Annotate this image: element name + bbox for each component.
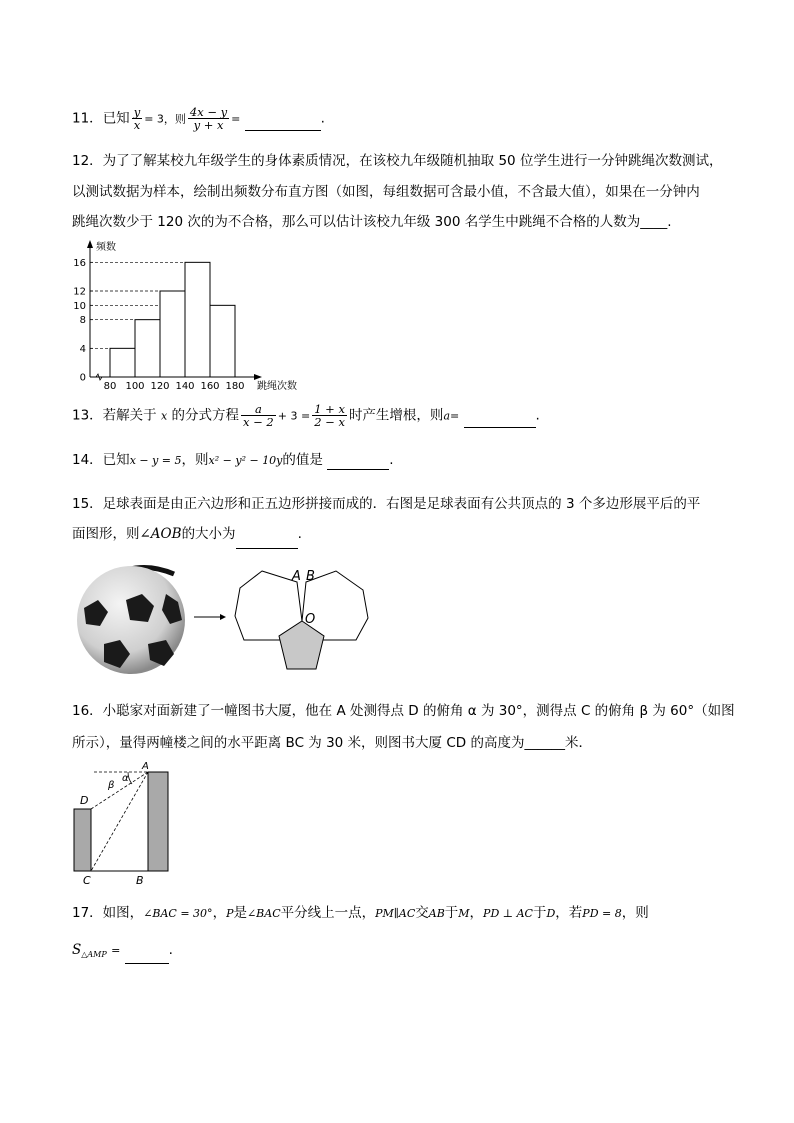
building-ab (148, 772, 168, 871)
q11-text: = 3，则 (144, 112, 186, 126)
fraction-num: y (133, 105, 141, 119)
y-axis-label: 频数 (96, 242, 116, 253)
q17-expr: D (546, 907, 556, 920)
x-tick-label: 180 (225, 381, 245, 392)
label-beta: β (108, 780, 115, 791)
answer-blank[interactable] (125, 949, 169, 964)
q15-text: 面图形，则 (72, 526, 140, 542)
y-axis-arrow (87, 240, 93, 248)
q11-text: . (320, 110, 325, 127)
q17-text: ， (469, 905, 484, 921)
q14-text: 14．已知 (72, 452, 130, 468)
q17-expr: PD = 8 (582, 907, 622, 920)
arrow-icon (220, 614, 226, 620)
q15-text: 的大小为 (181, 526, 236, 542)
fraction (241, 403, 276, 428)
q16-line: 所示），量得两幢楼之间的水平距离 BC 为 30 米，则图书大厦 CD 的高度为______米． (72, 735, 592, 751)
label-b: B (306, 569, 315, 584)
q17-text: ， (212, 905, 227, 921)
q17-text: 于 (532, 905, 547, 921)
q17-area-subscript: △AMP (81, 950, 107, 959)
histogram-bar (210, 305, 235, 377)
q17-text: = (111, 944, 121, 957)
y-tick-label: 12 (73, 286, 86, 298)
q15-line: 15．足球表面是由正六边形和正五边形拼接而成的．右图是足球表面有公共顶点的 3 个多边形展平后的平 (72, 496, 701, 512)
question-12 (72, 146, 722, 238)
y-tick-label: 4 (79, 343, 86, 355)
q17-text: 是 (233, 905, 247, 921)
fraction-den: 2 − x (314, 415, 345, 429)
q17-text: 17．如图， (72, 905, 144, 921)
x-tick-label: 140 (175, 381, 195, 392)
q15-text: . (297, 526, 302, 542)
building-cd (74, 809, 91, 871)
q13-text: . (535, 407, 540, 424)
q14-text: 的值是 (282, 452, 323, 468)
label-c: C (83, 874, 91, 885)
fraction-num: 4x − y (189, 105, 228, 119)
q17-text: ，若 (555, 905, 583, 921)
q17-text: 于 (444, 905, 459, 921)
q15-line (72, 519, 700, 549)
q11-text: = (231, 112, 241, 126)
q17-area-symbol: S (72, 942, 82, 958)
answer-blank[interactable] (245, 116, 321, 131)
q17-expr: PM∥AC (375, 907, 416, 920)
soccer-figure (74, 560, 374, 685)
answer-blank[interactable] (464, 413, 536, 428)
question-11 (72, 106, 325, 131)
building-figure (72, 760, 182, 885)
question-16 (72, 695, 735, 759)
q17-expr: M (458, 907, 470, 920)
q13-text: 时产生增根，则 (348, 407, 444, 424)
fraction-den: x − 2 (243, 415, 274, 429)
q12-line: 跳绳次数少于 120 次的为不合格，那么可以估计该校九年级 300 名学生中跳绳不合格的人数为____. (72, 214, 672, 230)
q14-text: ，则 (181, 452, 209, 468)
x-tick-label: 100 (125, 381, 145, 392)
q17-expr: AB (428, 907, 445, 920)
q17-expr: PD ⊥ AC (483, 907, 533, 920)
fraction (132, 106, 143, 131)
q17-expr: P (226, 907, 234, 920)
fraction-num: 1 + x (314, 402, 345, 416)
x-tick-label: 160 (200, 381, 220, 392)
label-o: O (305, 612, 316, 627)
q16-line: 16．小聪家对面新建了一幢图书大厦，他在 A 处测得点 D 的俯角 α 为 30°，测得点 C 的俯角 β 为 60°（如图 (72, 703, 735, 719)
angle-arc (128, 772, 132, 784)
q14-text: . (389, 452, 394, 468)
y-tick-label: 8 (79, 315, 86, 327)
x-axis-label: 跳绳次数 (257, 381, 297, 392)
q11-text: 11． (72, 110, 103, 127)
line-ac (91, 772, 148, 871)
question-17-answer (72, 941, 173, 964)
q13-text: 13．若解关于 (72, 407, 157, 424)
q17-text: 平分线上一点， (280, 905, 376, 921)
fraction (312, 403, 347, 428)
fraction-den: x (133, 118, 141, 132)
q12-line: 以测试数据为样本，绘制出频数分布直方图（如图，每组数据可含最小值，不含最大值），如果在一分钟内 (72, 183, 700, 200)
q13-var: a (443, 409, 450, 423)
x-tick-label: 80 (103, 381, 117, 392)
histogram-bar (135, 320, 160, 377)
histogram-bars (110, 262, 235, 377)
q14-expr: x² − y² − 10y (208, 454, 283, 467)
q13-text: + 3 = (277, 409, 311, 423)
y-tick-label: 0 (79, 372, 86, 384)
q14-expr: x − y = 5 (129, 454, 182, 467)
label-a: A (292, 569, 301, 584)
label-d: D (80, 794, 89, 807)
x-axis-arrow (254, 374, 262, 380)
line-ad (91, 772, 148, 809)
q13-var: x (160, 409, 168, 423)
question-17 (72, 904, 649, 923)
q11-text: 已知 (102, 110, 130, 127)
histogram-bar (185, 262, 210, 377)
q17-text: . (168, 942, 173, 958)
histogram-bar (110, 348, 135, 377)
question-14 (72, 451, 394, 470)
q17-text: 交 (415, 905, 429, 921)
y-tick-label: 10 (73, 300, 86, 312)
histogram-chart (72, 236, 332, 396)
fraction (188, 106, 229, 131)
answer-blank[interactable] (236, 534, 298, 549)
y-tick-label: 16 (73, 257, 86, 269)
fraction-den: y + x (193, 118, 224, 132)
label-alpha: α (122, 773, 129, 784)
q17-expr: ∠BAC (246, 907, 281, 920)
answer-blank[interactable] (327, 455, 389, 470)
label-a: A (142, 761, 149, 772)
q13-text: = (450, 409, 460, 423)
question-13 (72, 403, 540, 428)
question-15 (72, 489, 700, 549)
histogram-bar (160, 291, 185, 377)
q12-line: 12．为了了解某校九年级学生的身体素质情况，在该校九年级随机抽取 50 位学生进行一分钟跳绳次数测试， (72, 153, 723, 169)
x-tick-label: 120 (150, 381, 170, 392)
label-b: B (136, 874, 144, 885)
q17-text: ，则 (621, 905, 649, 921)
q13-text: 的分式方程 (171, 407, 239, 424)
q15-expr: ∠AOB (139, 526, 182, 542)
q17-expr: ∠BAC = 30° (143, 907, 213, 920)
fraction-num: a (241, 403, 276, 416)
